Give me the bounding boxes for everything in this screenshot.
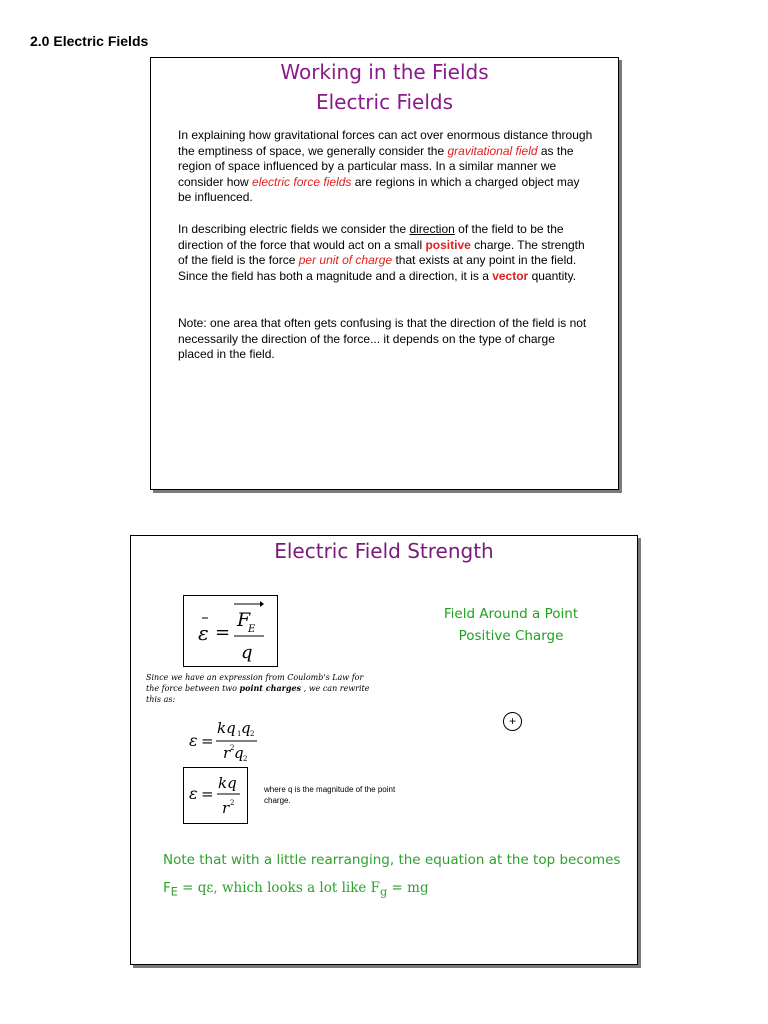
eq3-den-sup: 2 [230, 799, 235, 807]
paragraph-note: Note: one area that often gets confusing is that the direction of the field is not necessarily the direction of the force... it depends on the type of charge placed in the field. [178, 316, 587, 362]
eq2-equals: = [201, 732, 214, 750]
slide-electric-field-strength [130, 535, 638, 965]
equation-point-charge-field [183, 767, 248, 824]
eq3-lhs: ε [189, 784, 198, 803]
paragraph-gravitational: In explaining how gravitational forces can act over enormous distance through the emptiness of space, we generally consider the gravitational field as the region of space influenced by a particular mass. In a similar manner we consider how electric force fields are regions in which a charged object may be influenced. [178, 128, 593, 205]
eq1-numerator: F [237, 609, 251, 631]
field-diagram-label-line1: Field Around a Point [443, 606, 579, 622]
equation-coulomb-substitution [187, 716, 277, 766]
term-vector: vector [492, 268, 529, 283]
paragraph-direction: In describing electric fields we consider the direction of the field to be the direction of the force that would act on a small positive charge. The strength of the field is the force per unit of charge that exists at any point in the field. Since the field has both a magnitude and a direction, it is a vector quantity. [178, 222, 585, 283]
eq2-den-r: r [223, 744, 231, 762]
equation-field-definition [183, 595, 278, 667]
term-positive: positive [425, 237, 471, 252]
eq2-numerator: kq [217, 719, 236, 737]
slide-subtitle: Electric Fields [315, 90, 454, 114]
term-per-unit-of-charge: per unit of charge [298, 253, 393, 268]
eq3-numerator: kq [218, 774, 237, 792]
eq1-denominator: q [241, 642, 253, 663]
eq1-lhs: ε [198, 621, 209, 645]
eq2-num-q2: q [241, 719, 251, 737]
eq2-lhs: ε [189, 731, 198, 750]
term-electric-force-fields: electric force fields [252, 174, 352, 189]
eq3-equals: = [201, 785, 214, 803]
eq1-numerator-sub: E [248, 624, 256, 635]
equation-field-definition-svg [184, 596, 277, 666]
eq2-den-sub: 2 [243, 755, 248, 763]
slide-title: Electric Field Strength [274, 539, 494, 563]
slide-title: Working in the Fields [280, 60, 489, 84]
term-gravitational-field: gravitational field [447, 143, 538, 158]
equation-point-charge-field-svg [184, 768, 247, 823]
section-title: 2.0 Electric Fields [30, 33, 149, 49]
eq2-num-sub2: 2 [250, 730, 255, 738]
coulomb-note: Since we have an expression from Coulomb's Law for the force between two point charges , we can rewrite this as: [146, 673, 370, 704]
eq2-den-q: q [234, 744, 244, 762]
eq2-num-sub1: 1 [237, 730, 242, 738]
rearranging-note: Note that with a little rearranging, the equation at the top becomes $F_E = q\varepsilon$, which looks a lot like $F_g$ = mg [163, 852, 621, 899]
field-diagram-label-line2: Positive Charge [458, 628, 564, 644]
field-diagram-label [401, 603, 621, 647]
where-note: where q is the magnitude of the point charge. [264, 785, 396, 805]
eq3-den-r: r [222, 799, 230, 817]
slide-working-in-fields [150, 57, 619, 490]
positive-charge-icon: + [503, 712, 522, 731]
term-direction: direction [409, 222, 455, 236]
eq2-den-sup: 2 [230, 744, 235, 752]
eq1-equals: = [215, 622, 231, 643]
